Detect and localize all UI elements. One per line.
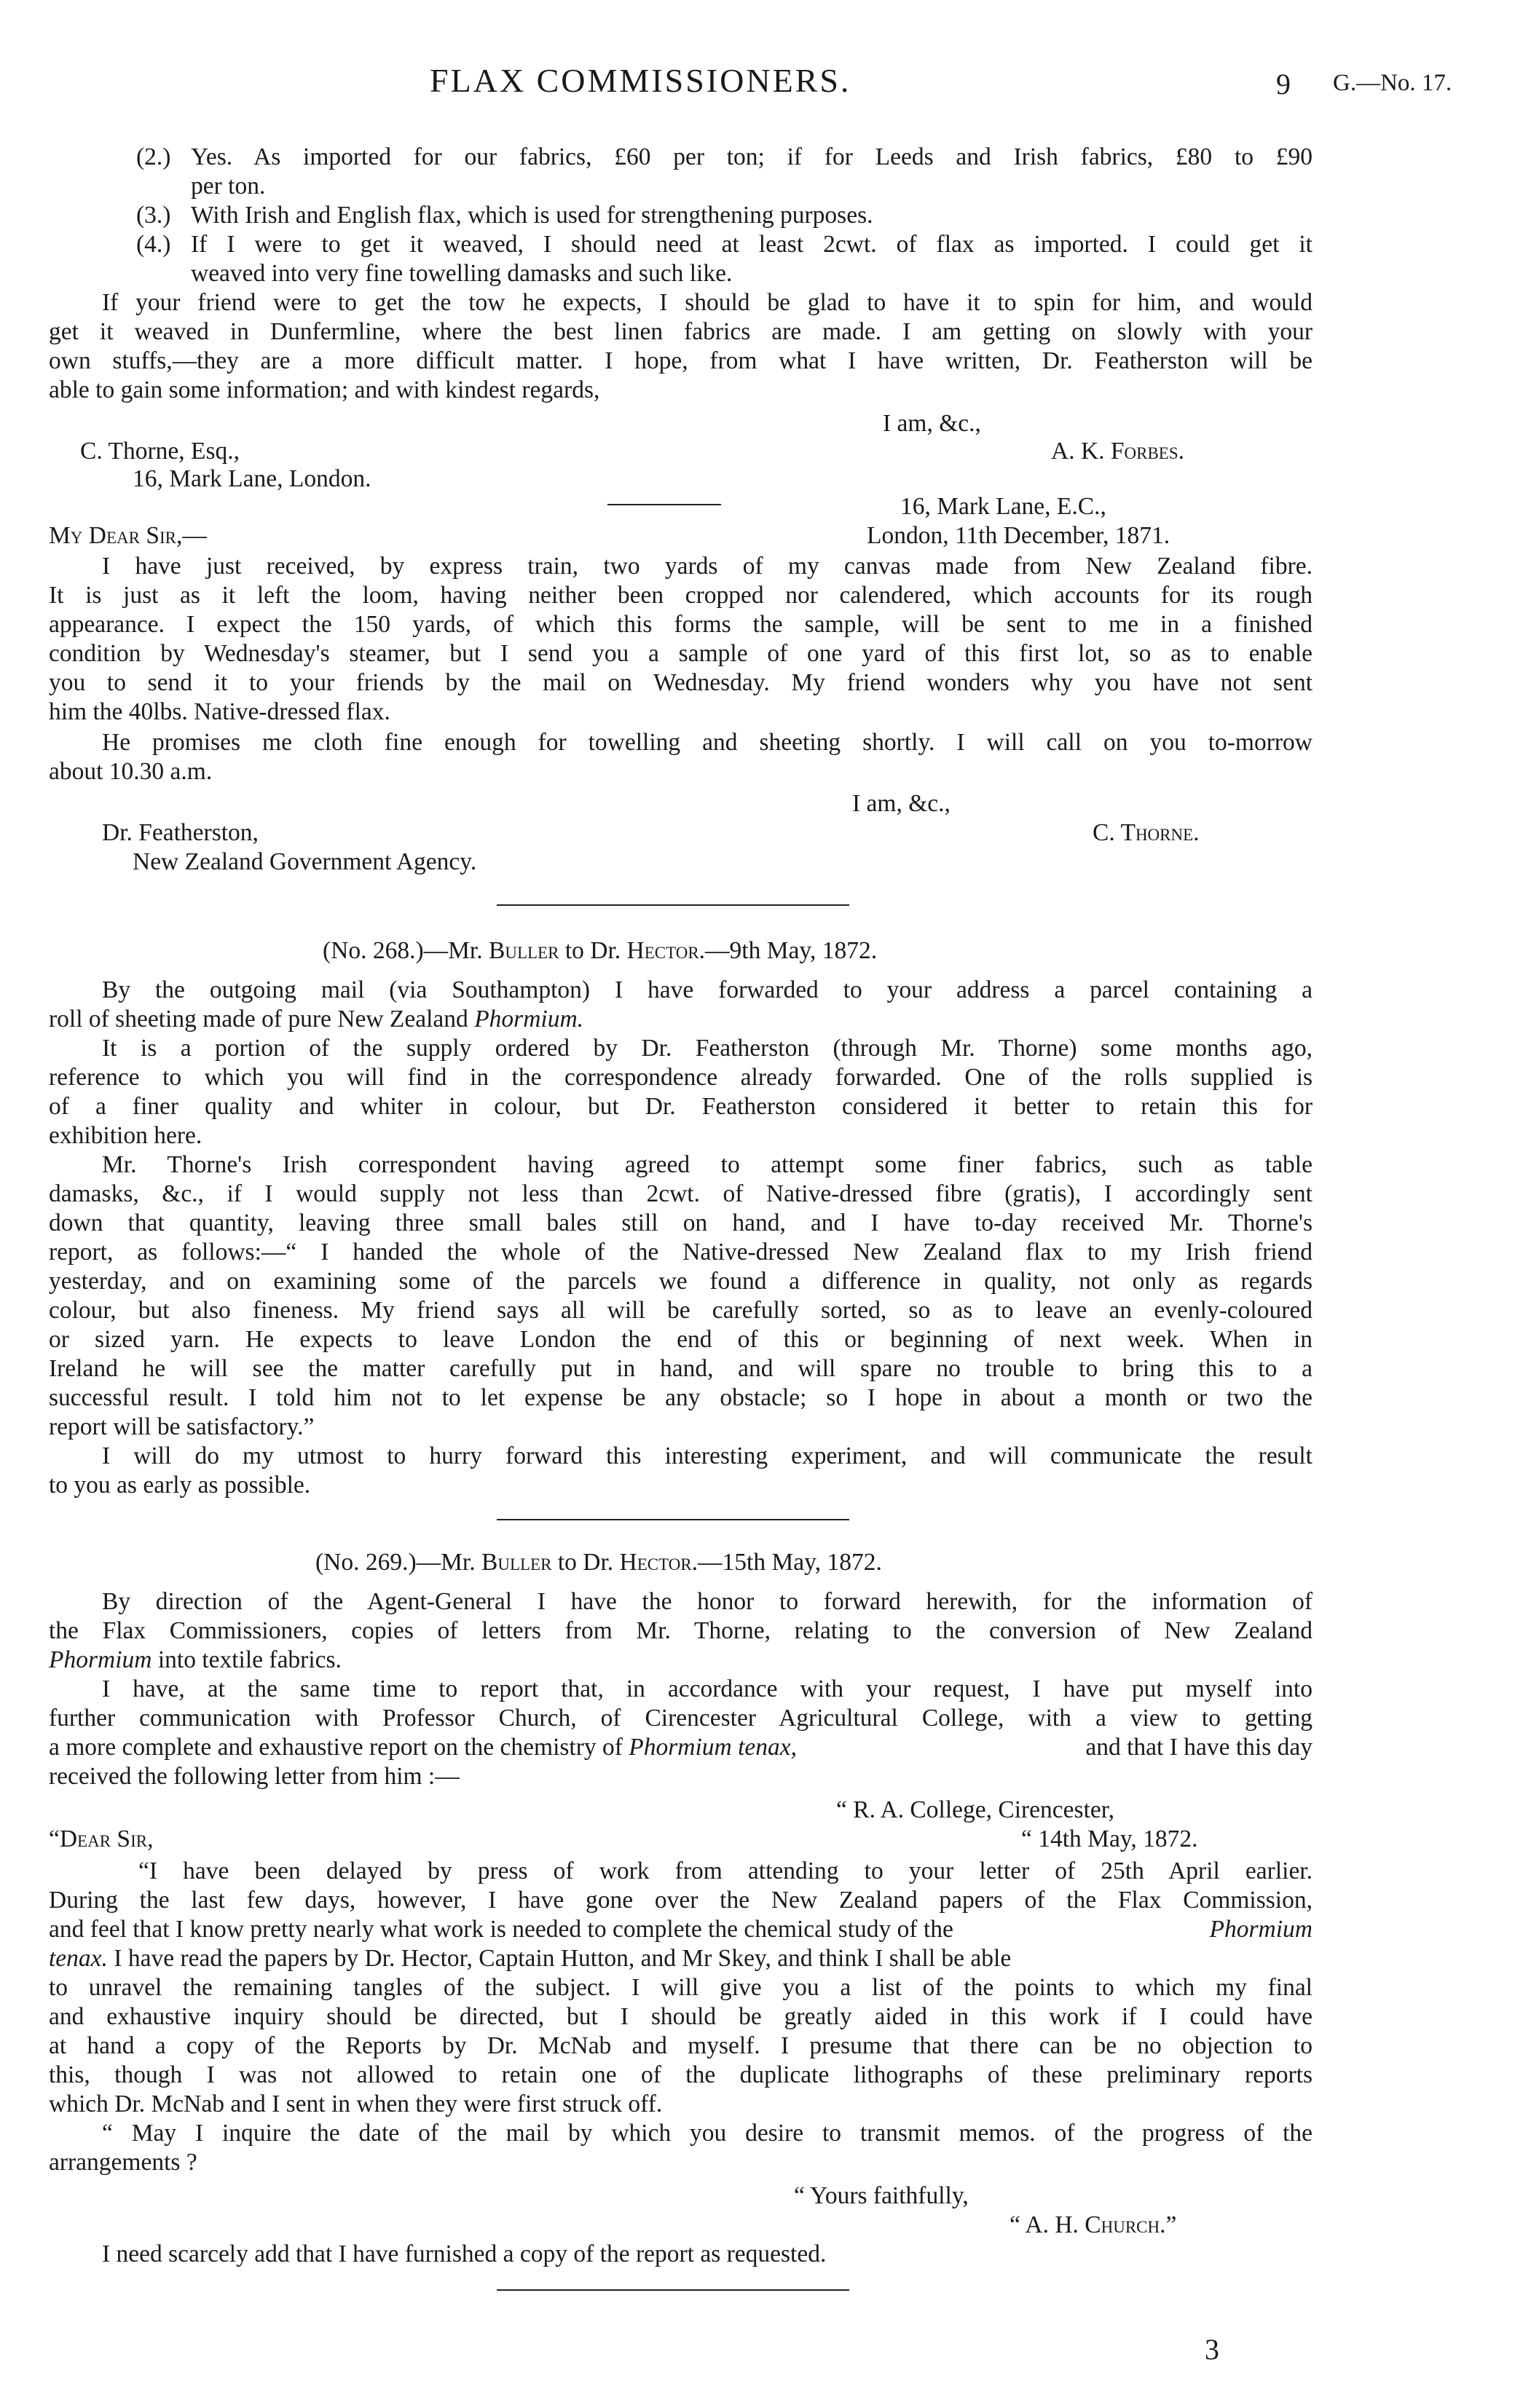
body-line: condition by Wednesday's steamer, but I send you a sample of one yard of this first lot, so as to enable [49,640,1313,667]
answer-text: If I were to get it weaved, I should need at least 2cwt. of flax as imported. I could get it [191,231,1313,258]
body-line: to you as early as possible. [49,1472,311,1499]
answer-number: (2.) [136,143,171,170]
letter-address: 16, Mark Lane, London. [133,465,371,492]
body-line: and feel that I know pretty nearly what work is needed to complete the chemical study of the Phormium [49,1916,1313,1943]
body-line: “ May I inquire the date of the mail by which you desire to transmit memos. of the progress of the [102,2120,1313,2147]
body-line: reference to which you will find in the correspondence already forwarded. One of the rolls supplied is [49,1064,1313,1091]
body-line: By the outgoing mail (via Southampton) I have forwarded to your address a parcel containing a [102,976,1313,1003]
body-line: which Dr. McNab and I sent in when they were first struck off. [49,2091,663,2117]
answer-number: (4.) [136,231,171,258]
body-line: him the 40lbs. Native-dressed flax. [49,698,390,725]
letter-signature: C. Thorne. [1093,819,1200,846]
document-reference: G.—No. 17. [1333,70,1452,96]
letter-closing: I am, &c., [852,790,951,817]
body-line: It is a portion of the supply ordered by Dr. Featherston (through Mr. Thorne) some months ago, [102,1035,1313,1062]
body-line: down that quantity, leaving three small bales still on hand, and I have to-day received Mr. Thorne's [49,1209,1313,1236]
page-number: 9 [1276,68,1291,100]
body-line: Ireland he will see the matter carefully put in hand, and will spare no trouble to bring this to a [49,1355,1313,1382]
letter-heading: (No. 268.)—Mr. Buller to Dr. Hector.—9th May, 1872. [323,937,878,964]
section-separator [497,904,849,906]
letter-addressee: Dr. Featherston, [102,819,259,846]
short-separator [607,504,721,505]
body-line: this, though I was not allowed to retain one of the duplicate lithographs of these preliminary reports [49,2061,1313,2088]
answer-text: per ton. [191,173,266,200]
body-line: arrangements ? [49,2149,197,2176]
body-line: appearance. I expect the 150 yards, of which this forms the sample, will be sent to me in a finished [49,611,1313,638]
letter-addressee: C. Thorne, Esq., [80,438,240,465]
page-header-title: FLAX COMMISSIONERS. [430,62,851,99]
letter-closing: I am, &c., [883,410,981,437]
letter-closing: “ Yours faithfully, [794,2182,969,2209]
letter-address: 16, Mark Lane, E.C., [900,493,1106,520]
answer-text: weaved into very fine towelling damasks and such like. [191,260,733,287]
letter-signature: A. K. Forbes. [1051,438,1185,465]
signature-mark: 3 [1205,2333,1219,2366]
letter-signature: “ A. H. Church.” [1010,2211,1177,2238]
answer-text: With Irish and English flax, which is used for strengthening purposes. [191,202,873,229]
body-line: further communication with Professor Church, of Cirencester Agricultural College, with a view to getting [49,1705,1313,1732]
body-line: or sized yarn. He expects to leave London the end of this or beginning of next week. When in [49,1326,1313,1353]
body-line: successful result. I told him not to let expense be any obstacle; so I hope in about a month or two the [49,1384,1313,1411]
body-line: If your friend were to get the tow he expects, I should be glad to have it to spin for him, and would [102,289,1313,316]
body-line: able to gain some information; and with kindest regards, [49,376,600,403]
answer-number: (3.) [136,202,171,229]
body-line: yesterday, and on examining some of the parcels we found a difference in quality, not only as regards [49,1268,1313,1295]
letter-salutation: “Dear Sir, [49,1825,154,1852]
body-line: I need scarcely add that I have furnished a copy of the report as requested. [102,2241,827,2267]
body-line: own stuffs,—they are a more difficult matter. I hope, from what I have written, Dr. Featherston will be [49,347,1313,374]
body-line: of a finer quality and whiter in colour, but Dr. Featherston considered it better to retain this for [49,1093,1313,1120]
body-line: I have just received, by express train, two yards of my canvas made from New Zealand fibre. [102,553,1313,580]
letter-salutation: My Dear Sir,— [49,522,207,549]
body-line: It is just as it left the loom, having neither been cropped nor calendered, which accounts for its rough [49,582,1313,609]
body-line: about 10.30 a.m. [49,758,213,785]
body-line: the Flax Commissioners, copies of letters from Mr. Thorne, relating to the conversion of New Zealand [49,1617,1313,1644]
body-line: report, as follows:—“ I handed the whole of the Native-dressed New Zealand flax to my Irish friend [49,1239,1313,1266]
letter-date: “ 14th May, 1872. [1021,1825,1198,1852]
body-line: at hand a copy of the Reports by Dr. McNab and myself. I presume that there can be no objection to [49,2032,1313,2059]
body-line: By direction of the Agent-General I have the honor to forward herewith, for the information of [102,1588,1313,1615]
body-line: tenax. I have read the papers by Dr. Hector, Captain Hutton, and Mr Skey, and think I shall be able [49,1945,1012,1972]
body-line: exhibition here. [49,1122,202,1149]
section-separator [497,1519,849,1520]
body-line: report will be satisfactory.” [49,1413,315,1440]
body-line: a more complete and exhaustive report on the chemistry of Phormium tenax, and that I have this day [49,1734,1313,1761]
answer-text: Yes. As imported for our fabrics, £60 per ton; if for Leeds and Irish fabrics, £80 to £90 [191,143,1313,170]
letter-heading: (No. 269.)—Mr. Buller to Dr. Hector.—15th May, 1872. [315,1549,882,1576]
body-line: roll of sheeting made of pure New Zealand Phormium. [49,1006,584,1033]
letter-date: London, 11th December, 1871. [867,522,1170,549]
body-line: I have, at the same time to report that, in accordance with your request, I have put myself into [102,1675,1313,1702]
body-line: I will do my utmost to hurry forward this interesting experiment, and will communicate the result [102,1442,1313,1469]
body-line: received the following letter from him :— [49,1763,460,1790]
letter-address: “ R. A. College, Cirencester, [836,1796,1114,1823]
body-line: During the last few days, however, I have gone over the New Zealand papers of the Flax Commission, [49,1887,1313,1914]
body-line: you to send it to your friends by the mail on Wednesday. My friend wonders why you have not sent [49,669,1313,696]
body-line: colour, but also fineness. My friend says all will be carefully sorted, so as to leave an evenly-coloured [49,1297,1313,1324]
body-line: get it weaved in Dunfermline, where the best linen fabrics are made. I am getting on slowly with your [49,318,1313,345]
body-line: and exhaustive inquiry should be directed, but I should be greatly aided in this work if I could have [49,2003,1313,2030]
body-line: damasks, &c., if I would supply not less than 2cwt. of Native-dressed fibre (gratis), I accordingly sent [49,1180,1313,1207]
body-line: to unravel the remaining tangles of the subject. I will give you a list of the points to which my final [49,1974,1313,2001]
letter-address: New Zealand Government Agency. [133,848,477,875]
body-line: Phormium into textile fabrics. [49,1646,342,1673]
body-line: “I have been delayed by press of work from attending to your letter of 25th April earlier. [138,1858,1313,1884]
section-separator [497,2289,849,2291]
body-line: Mr. Thorne's Irish correspondent having agreed to attempt some finer fabrics, such as table [102,1151,1313,1178]
body-line: He promises me cloth fine enough for towelling and sheeting shortly. I will call on you to-morrow [102,729,1313,756]
